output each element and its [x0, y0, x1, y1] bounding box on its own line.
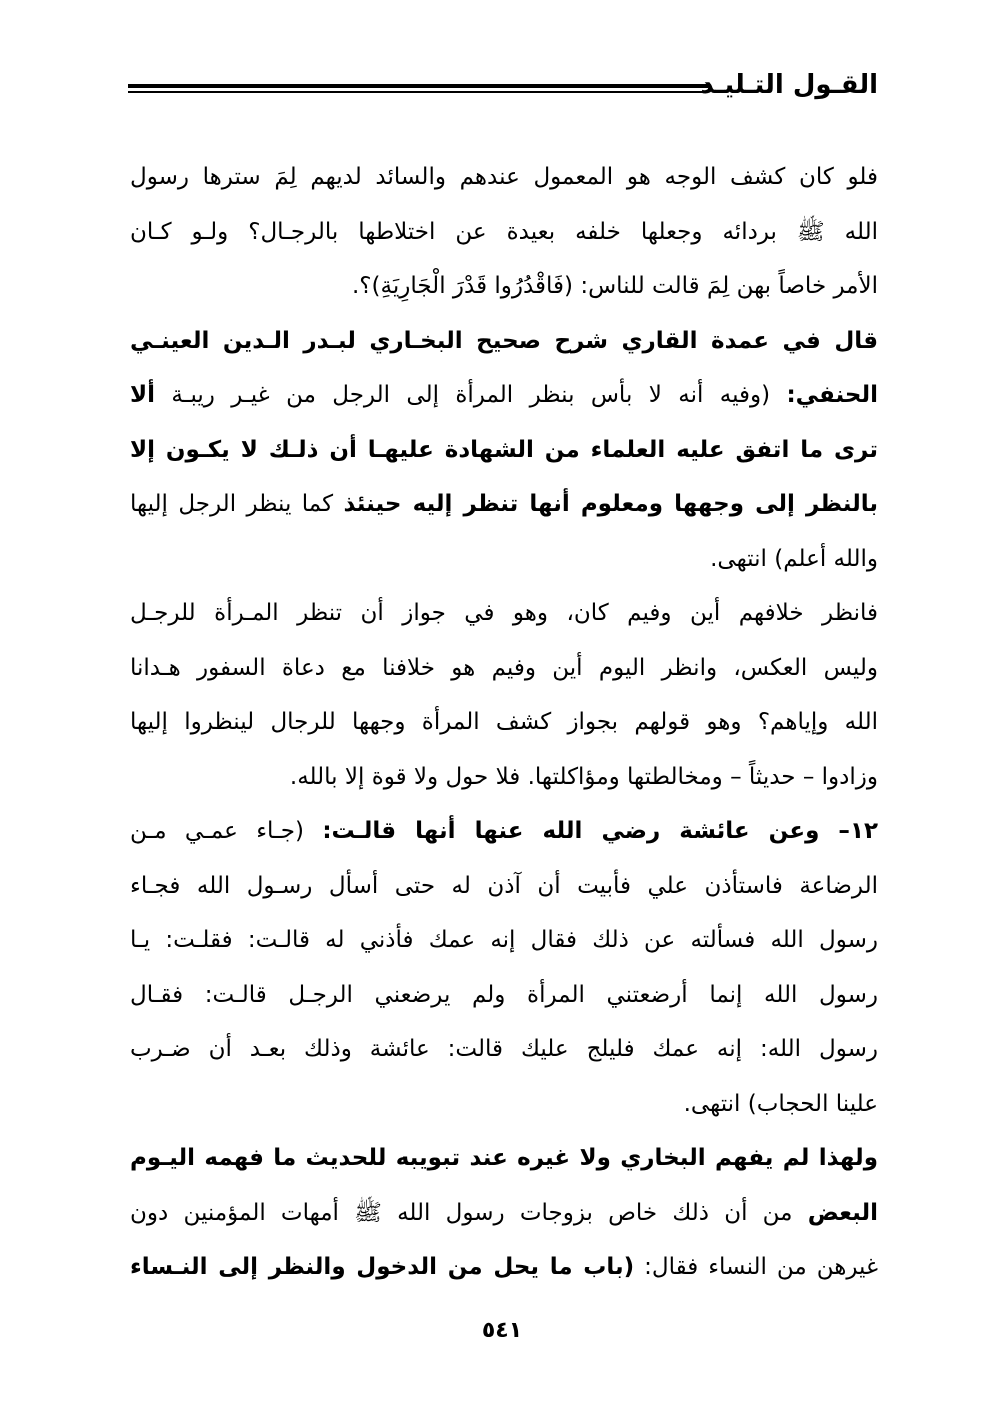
text-line: رسول الله: إنه عمك فليلج عليك قالت: عائشة وذلك بعـد أن ضـرب	[130, 1036, 878, 1062]
text-line: ولهذا لم يفهم البخاري ولا غيره عند تبويبه للحديث ما فهمه اليـوم	[130, 1145, 878, 1171]
text-line: ١٢– وعن عائشة رضي الله عنها أنها قالـت: (جـاء عمـي مـن	[130, 818, 878, 844]
text-line: والله أعلم) انتهى.	[710, 545, 878, 572]
text-line: رسول الله فسألته عن ذلك فقال إنه عمك فأذني له قالـت: فقلـت: يـا	[130, 927, 878, 953]
text-line: الأمر خاصاً بهن لِمَ قالت للناس: (فَاقْدُرُوا قَدْرَ الْجَارِيَةِ)؟.	[352, 273, 878, 299]
page-body	[130, 150, 878, 1295]
header-title: القـول التـليـد	[700, 70, 878, 100]
header-rule-thin	[128, 91, 708, 93]
text-line: الله ﷺ بردائه وجعلها خلفه بعيدة عن اختلاطها بالرجـال؟ ولـو كـان	[130, 218, 878, 245]
text-line: رسول الله إنما أرضعتني المرأة ولم يرضعني الرجـل قالـت: فقـال	[130, 981, 878, 1008]
text-line: فانظر خلافهم أين وفيم كان، وهو في جواز أن تنظر المـرأة للرجـل	[130, 600, 878, 626]
text-line: ترى ما اتفق عليه العلماء من الشهادة عليهـا أن ذلـك لا يكـون إلا	[130, 436, 878, 463]
text-line: وزادوا – حديثاً – ومخالطتها ومؤاكلتها. فلا حول ولا قوة إلا بالله.	[289, 763, 878, 790]
text-line: غيرهن من النساء فقال: (باب ما يحل من الدخول والنظر إلى النـساء	[130, 1254, 878, 1280]
text-line: الله وإياهم؟ وهو قولهم بجواز كشف المرأة وجهها للرجال لينظروا إليها	[130, 709, 878, 735]
page-number: ٥٤١	[481, 1318, 523, 1343]
text-line: الحنفي: (وفيه أنه لا بأس بنظر المرأة إلى الرجل من غيـر ريبـة ألا	[130, 382, 878, 408]
header-rule-thick	[128, 84, 708, 88]
text-line: قال في عمدة القاري شرح صحيح البخـاري لبـدر الـدين العينـي	[130, 327, 878, 354]
text-line: البعض من أن ذلك خاص بزوجات رسول الله ﷺ أمهات المؤمنين دون	[130, 1199, 878, 1226]
text-line: علينا الحجاب) انتهى.	[683, 1090, 878, 1117]
text-line: فلو كان كشف الوجه هو المعمول عندهم والسائد لديهم لِمَ سترها رسول	[130, 164, 878, 190]
page-header	[128, 60, 878, 104]
text-line: وليس العكس، وانظر اليوم أين وفيم هو خلافنا مع دعاة السفور هـدانا	[130, 654, 878, 681]
text-line: بالنظر إلى وجهها ومعلوم أنها تنظر إليه حينئذ كما ينظر الرجل إليها	[130, 491, 878, 517]
text-line: الرضاعة فاستأذن علي فأبيت أن آذن له حتى أسأل رسـول الله فجـاء	[130, 872, 878, 899]
